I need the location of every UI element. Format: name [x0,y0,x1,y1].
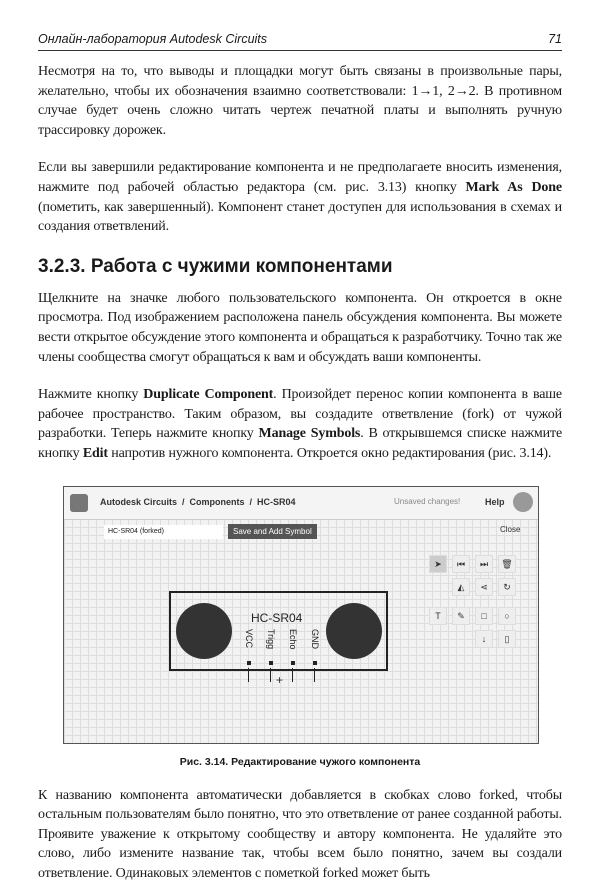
paragraph-3: Щелкните на значке любого пользовательского компонента. Он откроется в окне просмотра. Под изображением расположена панель обсуждения компонента. Вы можете вести открытое обсуждение этого компонента и обращаться к разработчику. Точно так же члены сообщества смогут обращаться к вам и обсуждать ваши компоненты. [38,289,562,367]
pin[interactable] [269,661,273,665]
bold-term: Manage Symbols [259,426,361,441]
figure-caption: Рис. 3.14. Редактирование чужого компонента [38,756,562,769]
text: Если вы завершили редактирование компонента и не предполагаете вносить изменения, нажмите под рабочей областью редактора (см. рис. 3.13) кнопку [38,160,562,195]
pin[interactable] [313,661,317,665]
avatar[interactable] [513,492,533,512]
transducer-left [176,603,232,659]
unsaved-status: Unsaved changes! [394,497,460,506]
last-icon[interactable]: ⏭ [475,555,493,573]
component-name-input[interactable]: HC-SR04 (forked) [104,525,223,539]
text: напротив нужного компонента. Откроется окно редактирования (рис. 3.14). [108,446,551,461]
component-symbol[interactable] [169,591,388,671]
pin-lead [270,668,271,682]
running-header [38,30,562,51]
flip-icon[interactable]: ◭ [452,578,470,596]
bold-term: Mark As Done [466,180,562,195]
pin-lead [314,668,315,682]
mirror-icon[interactable]: ⋖ [475,578,493,596]
text-tool-icon[interactable]: T [429,607,447,625]
pin-label: GND [310,629,320,649]
select-tool-icon[interactable]: ➤ [429,555,447,573]
pad-tool-icon[interactable]: ▯ [498,630,516,648]
paragraph-5: К названию компонента автоматически добавляется в скобках слово forked, чтобы остальным пользователям было понятно, что это ответвление от ранее созданной работы. Проявите уважение к открытому сообществу и автору компонента. Не удаляйте это слово, либо измените название так, чтобы всем было понятно, зачем вы создали ответвление. Одинаковых элементов с пометкой forked может быть [38,786,562,883]
close-button[interactable]: Close [500,525,520,534]
pin-label: Echo [288,629,298,650]
transducer-right [326,603,382,659]
figure-screenshot [63,486,539,744]
delete-icon[interactable]: 🗑 [498,555,516,573]
text: . Произойдет перенос копии компонента в ваше рабочее пространство. Таким образом, вы создадите ответвление (fork) от чужой разработки. Теперь нажмите кнопку [38,387,562,441]
logo-icon[interactable] [70,494,88,512]
rect-tool-icon[interactable]: □ [475,607,493,625]
bold-term: Edit [83,446,108,461]
text: Нажмите кнопку [38,387,143,402]
pin[interactable] [291,661,295,665]
rotate-icon[interactable]: ↻ [498,578,516,596]
pin-tool-icon[interactable]: ↓ [475,630,493,648]
help-link[interactable]: Help [485,497,505,507]
page-number: 71 [548,32,562,46]
breadcrumb[interactable]: Autodesk Circuits / Components / HC-SR04 [100,497,296,507]
pin[interactable] [247,661,251,665]
page-body [38,62,562,883]
origin-crosshair-icon: + [276,673,283,687]
paragraph-2 [38,158,562,236]
component-title: HC-SR04 [251,611,302,625]
pin-lead [292,668,293,682]
text: . В открывшемся списке нажмите кнопку [38,426,562,461]
circle-tool-icon[interactable]: ○ [498,607,516,625]
pin-label: Trigg [266,629,276,649]
paragraph-4 [38,385,562,463]
running-title: Онлайн-лаборатория Autodesk Circuits [38,32,267,46]
first-icon[interactable]: ⏮ [452,555,470,573]
paragraph-1: Несмотря на то, что выводы и площадки могут быть связаны в произвольные пары, желательно, чтобы их обозначения взаимно соответствовали: 1→1, 2→2. В противном случае будет очень сложно читать чертеж печатной платы и выполнять ручную трассировку дорожек. [38,62,562,140]
pin-label: VCC [244,629,254,648]
pen-tool-icon[interactable]: ✎ [452,607,470,625]
bold-term: Duplicate Component [143,387,273,402]
section-heading: 3.2.3. Работа с чужими компонентами [38,255,562,279]
top-bar [64,487,538,520]
text: (пометить, как завершенный). Компонент станет доступен для использования в схемах и создания ответвлений. [38,200,562,235]
pin-lead [248,668,249,682]
save-and-add-symbol-button[interactable]: Save and Add Symbol [228,524,317,539]
